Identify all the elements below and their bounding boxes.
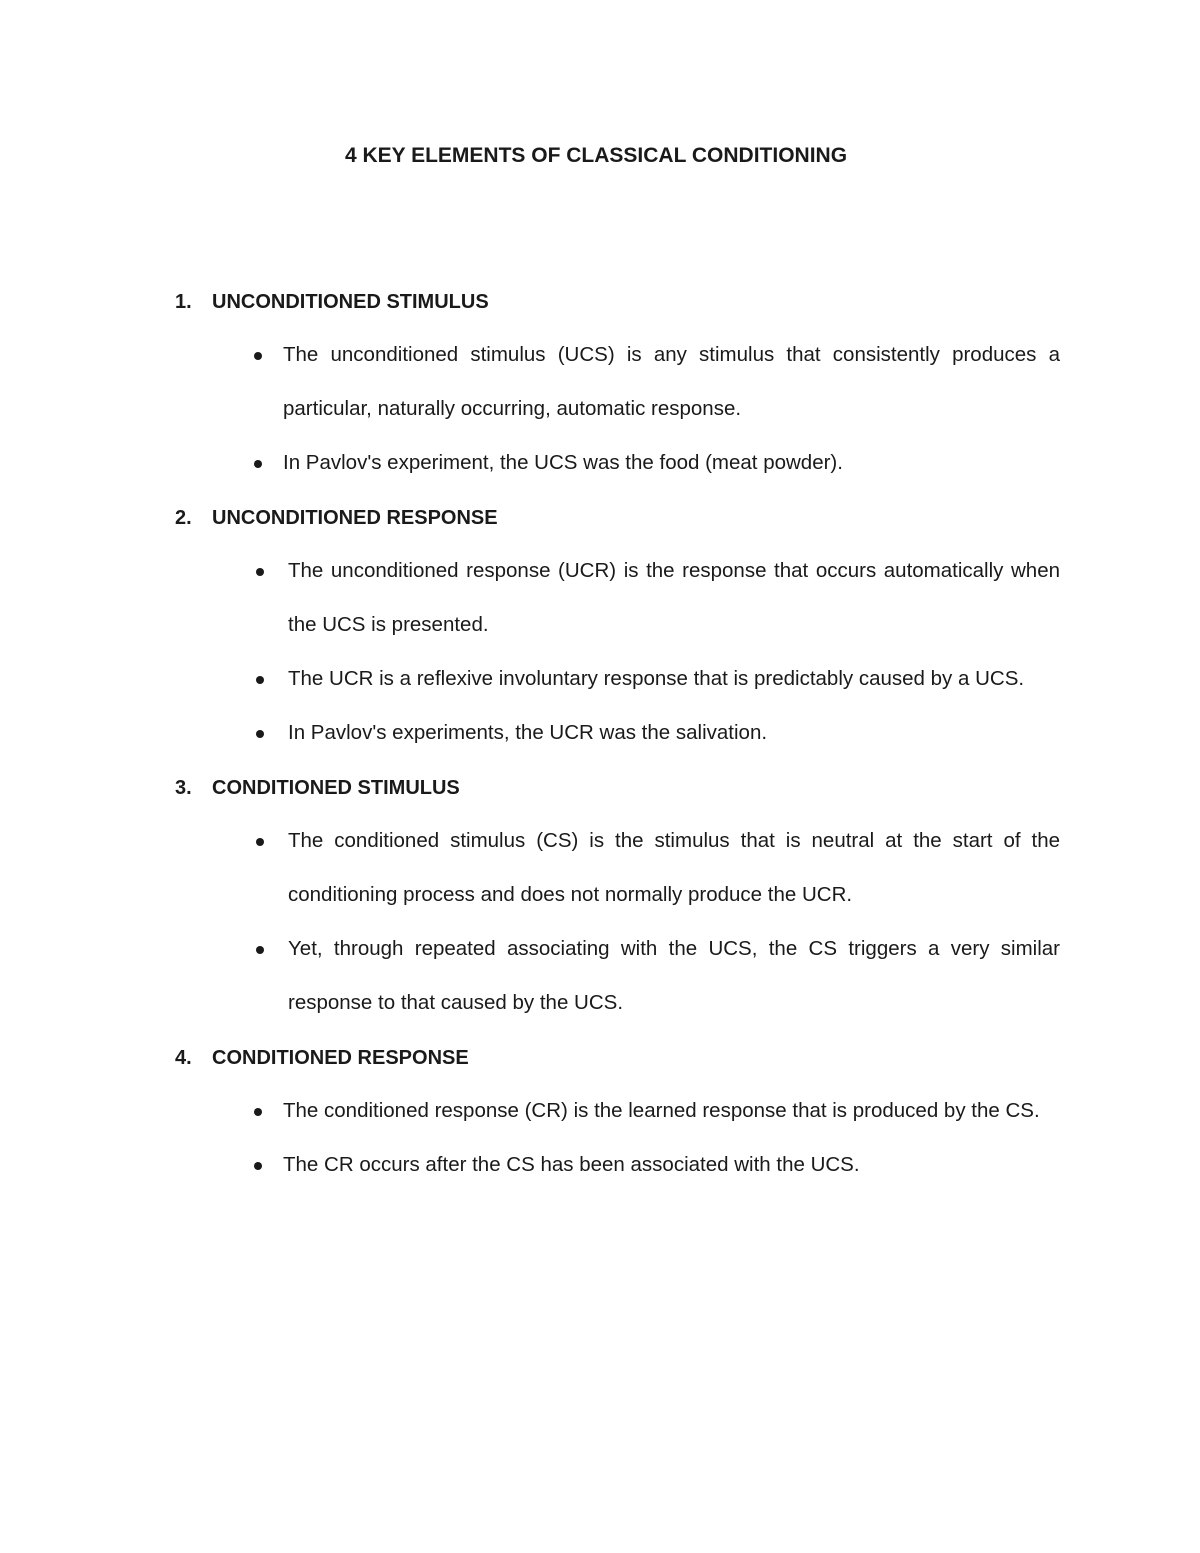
bullet-icon [256,568,264,576]
section-conditioned-stimulus [175,774,1060,1030]
bullet-icon [254,1108,262,1116]
bullet-list [175,814,1060,1030]
list-item [175,328,1060,436]
bullet-text: The conditioned stimulus (CS) is the stimulus that is neutral at the start of the conditioning process and does not normally produce the UCR. [288,829,1060,906]
list-item [175,1084,1060,1138]
bullet-list [175,1084,1060,1192]
bullet-icon [254,460,262,468]
bullet-text: Yet, through repeated associating with the UCS, the CS triggers a very similar response to that caused by the UCS. [288,937,1060,1014]
section-title: UNCONDITIONED RESPONSE [212,507,498,529]
section-number: 1. [175,291,192,313]
bullet-text: In Pavlov's experiment, the UCS was the food (meat powder). [283,451,843,474]
section-number: 3. [175,777,192,799]
list-item [175,1138,1060,1192]
list-item [175,652,1060,706]
document-title: 4 KEY ELEMENTS OF CLASSICAL CONDITIONING [344,144,848,167]
bullet-text: In Pavlov's experiments, the UCR was the salivation. [288,721,768,744]
bullet-list [175,544,1060,760]
section-title: UNCONDITIONED STIMULUS [212,291,489,313]
bullet-text: The conditioned response (CR) is the learned response that is produced by the CS. [283,1099,1040,1122]
section-conditioned-response [175,1044,1060,1192]
section-number: 4. [175,1047,192,1069]
list-item [175,922,1060,1030]
section-number: 2. [175,507,192,529]
bullet-icon [256,838,264,846]
bullet-icon [256,676,264,684]
bullet-icon [254,1162,262,1170]
bullet-text: The unconditioned stimulus (UCS) is any stimulus that consistently produces a particular, naturally occurring, automatic response. [283,343,1060,420]
bullet-icon [256,946,264,954]
bullet-text: The UCR is a reflexive involuntary response that is predictably caused by a UCS. [288,667,1025,690]
list-item [175,814,1060,922]
list-item [175,436,1060,490]
section-unconditioned-stimulus [175,288,1060,490]
bullet-text: The unconditioned response (UCR) is the response that occurs automatically when the UCS is presented. [288,559,1060,636]
bullet-list [175,328,1060,490]
section-unconditioned-response [175,504,1060,760]
bullet-icon [254,352,262,360]
list-item [175,544,1060,652]
section-title: CONDITIONED RESPONSE [212,1047,469,1069]
bullet-icon [256,730,264,738]
sections-list [175,288,1060,1206]
bullet-text: The CR occurs after the CS has been associated with the UCS. [283,1153,860,1176]
section-title: CONDITIONED STIMULUS [212,777,460,799]
list-item [175,706,1060,760]
